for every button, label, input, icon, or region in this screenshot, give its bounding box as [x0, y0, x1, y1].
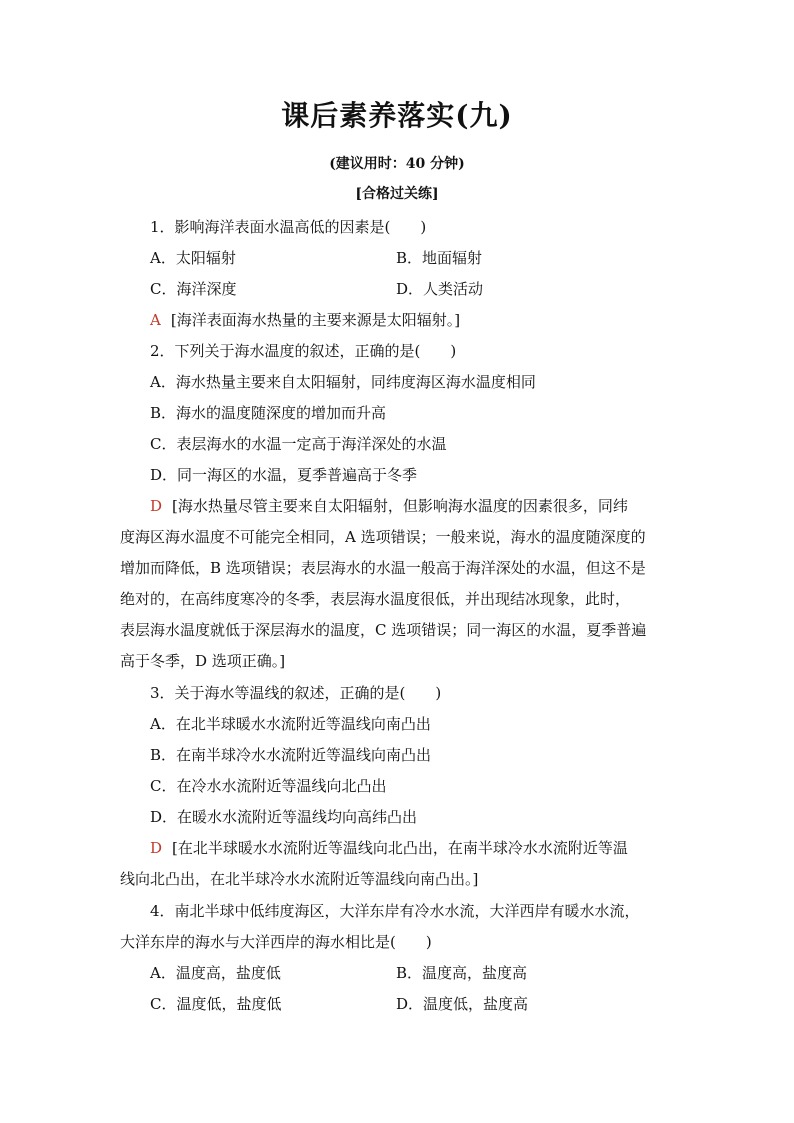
answer-letter: A [150, 311, 161, 329]
question-2-stem: 2．下列关于海水温度的叙述，正确的是( ) [150, 342, 457, 360]
question-3-option-c: C．在冷水水流附近等温线向北凸出 [150, 777, 387, 795]
question-3-answer [150, 837, 628, 859]
question-1-option-c: C．海洋深度 [150, 280, 237, 298]
question-4-option-d: D．温度低，盐度高 [396, 995, 529, 1013]
question-4-option-a: A．温度高，盐度低 [150, 964, 281, 982]
question-1-option-d: D．人类活动 [396, 280, 484, 298]
question-2-option-c: C．表层海水的水温一定高于海洋深处的水温 [150, 435, 447, 453]
page-title: 课后素养落实(九) [281, 99, 513, 132]
question-2-answer [150, 495, 628, 517]
question-4-option-c: C．温度低，盐度低 [150, 995, 282, 1013]
section-heading: [合格过关练] [355, 186, 439, 202]
answer-explanation: [海水热量尽管主要来自太阳辐射，但影响海水温度的因素很多，同纬 [172, 497, 628, 515]
question-2-explanation-line: 度海区海水温度不可能完全相同，A 选项错误；一般来说，海水的温度随深度的 [120, 528, 646, 546]
question-3-option-a: A．在北半球暖水水流附近等温线向南凸出 [150, 715, 431, 733]
question-4-stem-line-2: 大洋东岸的海水与大洋西岸的海水相比是( ) [120, 933, 432, 951]
question-2-option-d: D．同一海区的水温，夏季普遍高于冬季 [150, 466, 418, 484]
question-2-explanation-line: 绝对的，在高纬度寒冷的冬季，表层海水温度很低，并出现结冰现象，此时， [120, 590, 631, 608]
question-4-stem: 4．南北半球中低纬度海区，大洋东岸有冷水水流，大洋西岸有暖水水流， [150, 902, 640, 920]
question-3-stem: 3．关于海水等温线的叙述，正确的是( ) [150, 684, 442, 702]
question-2-option-a: A．海水热量主要来自太阳辐射，同纬度海区海水温度相同 [150, 373, 536, 391]
question-2-explanation-line: 表层海水温度就低于深层海水的温度，C 选项错误；同一海区的水温，夏季普遍 [120, 621, 647, 639]
question-1-option-b: B．地面辐射 [396, 249, 483, 267]
question-1-answer [150, 309, 460, 331]
question-2-explanation-line: 增加而降低，B 选项错误；表层海水的水温一般高于海洋深处的水温，但这不是 [120, 559, 646, 577]
answer-letter: D [150, 839, 163, 857]
answer-explanation: [在北半球暖水水流附近等温线向北凸出，在南半球冷水水流附近等温 [172, 839, 628, 857]
question-2-option-b: B．海水的温度随深度的增加而升高 [150, 404, 387, 422]
question-3-option-b: B．在南半球冷水水流附近等温线向南凸出 [150, 746, 432, 764]
question-4-option-b: B．温度高，盐度高 [396, 964, 528, 982]
question-1-option-a: A．太阳辐射 [150, 249, 236, 267]
answer-explanation: [海洋表面海水热量的主要来源是太阳辐射。] [170, 311, 461, 329]
question-2-explanation-line: 高于冬季，D 选项正确。] [120, 652, 286, 670]
question-3-explanation-line: 线向北凸出，在北半球冷水水流附近等温线向南凸出。] [120, 870, 479, 888]
question-3-option-d: D．在暖水水流附近等温线均向高纬凸出 [150, 808, 418, 826]
question-1-stem: 1．影响海洋表面水温高低的因素是( ) [150, 218, 427, 236]
answer-letter: D [150, 497, 163, 515]
time-hint: (建议用时：40 分钟) [329, 156, 465, 172]
